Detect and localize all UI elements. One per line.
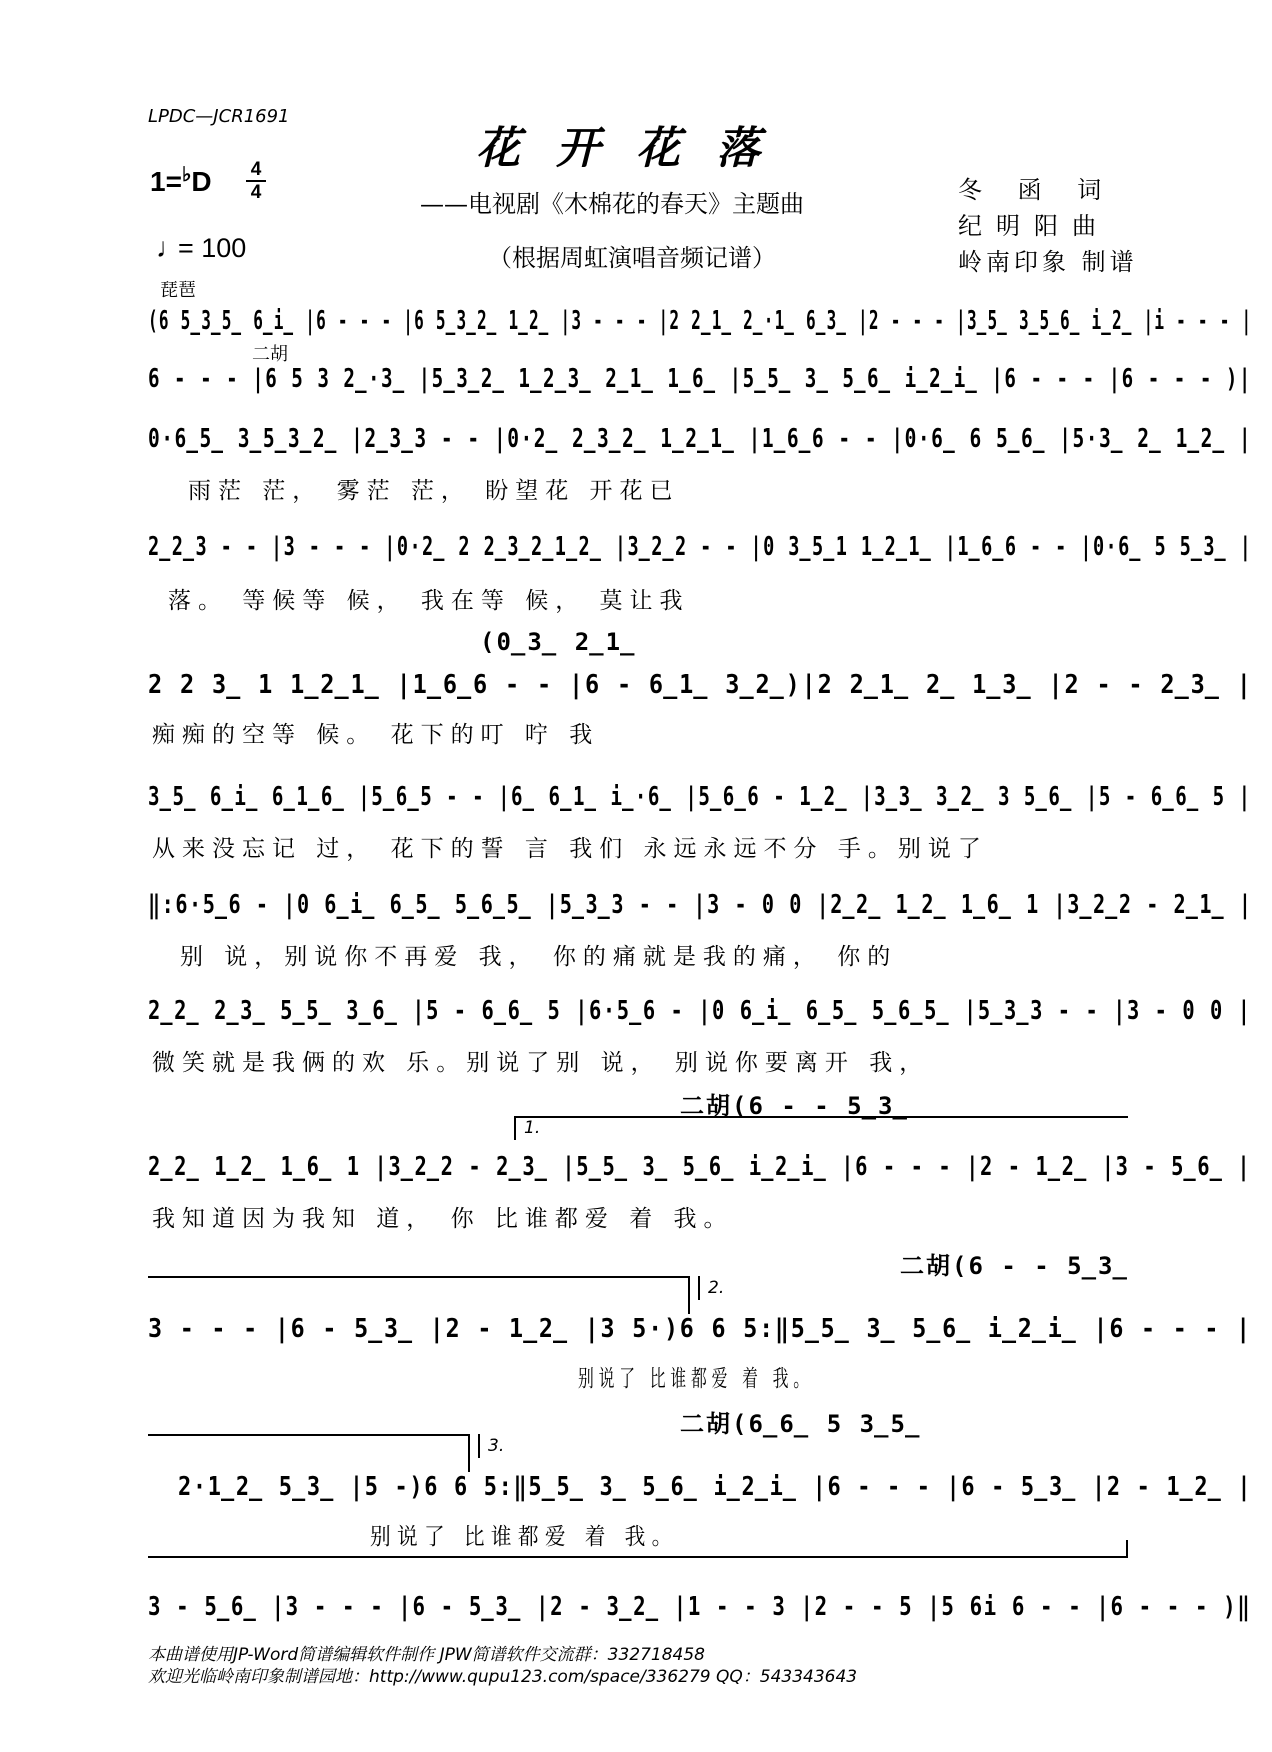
row-notes: 2̲2̲ 2̲3̲ 5̲5̲ 3̲6̲ |5 - 6̲6̲ 5 |6·5̲6 - |0 6̲i̲ 6̲5̲ 5̲6̲5̲ |5̲3̲3 - - |3 - 0 0 | (148, 996, 1252, 1026)
erhu-cue-1: 二胡(6 - - 5̲3̲ (680, 1092, 909, 1120)
score-code: LPDC—JCR1691 (148, 106, 290, 127)
volta-continue-line-2 (148, 1434, 468, 1436)
page-title: 花开花落 (476, 123, 796, 174)
quarter-note-icon: ♩ (156, 232, 184, 263)
key-note: D (191, 166, 212, 197)
final-tick (1126, 1540, 1128, 1556)
arranger: 岭南印象 制谱 (958, 248, 1138, 276)
key-signature (150, 166, 212, 198)
meter-top: 4 (250, 159, 262, 180)
lyric-row-4: 落。 等候等 候， 我在等 候， 莫让我 (168, 588, 690, 614)
volta-end-tick-2 (468, 1434, 470, 1472)
final-line (148, 1556, 1128, 1558)
lyric-row-11: 别说了 比谁都爱 着 我。 (370, 1524, 679, 1550)
score-row-1 (148, 306, 1253, 336)
score-row-6 (148, 782, 1252, 812)
volta-2 (698, 1276, 725, 1300)
row-notes: 2̲2̲3 - - |3 - - - |0·2̲ 2 2̲3̲2̲1̲2̲ |3̲2̲2 - - |0 3̲5̲1 1̲2̲1̲ |1̲6̲6 - - |0·6̲ 5 5̲3̲ | (148, 532, 1253, 562)
lyric-row-9: 我知道因为我知 道， 你 比谁都爱 着 我。 (152, 1206, 734, 1232)
flat-sign: ♭ (181, 164, 192, 186)
lyric-row-6: 从来没忘记 过， 花下的誓 言 我们 永远永远不分 手。别说了 (152, 836, 988, 862)
score-row-4 (148, 532, 1253, 562)
score-row-5 (148, 670, 1253, 700)
lyric-row-7: 别 说，别说你不再爱 我， 你的痛就是我的痛， 你的 (180, 944, 898, 970)
row-notes: 2·1̲2̲ 5̲3̲ |5 -)6 6 5:‖5̲5̲ 3̲ 5̲6̲ i̲2̲i̲ |6 - - - |6 - 5̲3̲ |2 - 1̲2̲ | (178, 1472, 1253, 1502)
intro-cue-5: (0̲3̲ 2̲1̲ (480, 628, 637, 656)
volta-1 (514, 1116, 541, 1140)
lyric-row-8: 微笑就是我俩的欢 乐。别说了别 说， 别说你要离开 我， (152, 1050, 930, 1076)
footer-line-2: 欢迎光临岭南印象制谱园地：http://www.qupu123.com/space/336279 QQ：543343643 (148, 1667, 858, 1687)
row-notes: (6 5̲3̲5̲ 6̲i̲ |6 - - - |6 5̲3̲2̲ 1̲2̲ |3 - - - |2 2̲1̲ 2̲·1̲ 6̲3̲ |2 - - - |3̲5̲ 3̲5̲6̲ i̲2̲ |i - - - | (148, 306, 1253, 336)
score-row-8 (148, 996, 1252, 1026)
lyric-row-5: 痴痴的空等 候。 花下的叮 咛 我 (152, 722, 600, 748)
volta-1-label: 1. (524, 1118, 541, 1138)
score-row-2 (148, 364, 1252, 394)
row-notes: 2 2 3̲ 1 1̲2̲1̲ |1̲6̲6 - - |6 - 6̲1̲ 3̲2̲)|2 2̲1̲ 2̲ 1̲3̲ |2 - - 2̲3̲ | (148, 670, 1253, 700)
tempo-marking (156, 232, 246, 264)
score-row-7 (148, 890, 1253, 920)
volta-continue-line (148, 1276, 688, 1278)
meter-bottom: 4 (250, 182, 262, 203)
subtitle: ——电视剧《木棉花的春天》主题曲 (420, 190, 804, 218)
volta-3-label: 3. (488, 1436, 505, 1456)
row-notes: 2̲2̲ 1̲2̲ 1̲6̲ 1 |3̲2̲2 - 2̲3̲ |5̲5̲ 3̲ 5̲6̲ i̲2̲i̲ |6 - - - |2 - 1̲2̲ |3 - 5̲6̲ | (148, 1152, 1252, 1182)
volta-2-label: 2. (708, 1278, 725, 1298)
volta-end-tick (688, 1276, 690, 1314)
erhu-cue-2: 二胡(6 - - 5̲3̲ (900, 1252, 1129, 1280)
score-row-12 (148, 1592, 1252, 1622)
score-row-10 (148, 1314, 1252, 1344)
erhu-cue-3: 二胡(6̲6̲ 5 3̲5̲ (680, 1410, 922, 1438)
composer: 纪明阳曲 (958, 212, 1110, 240)
row-notes: 3 - - - |6 - 5̲3̲ |2 - 1̲2̲ |3 5·)6 6 5:‖5̲5̲ 3̲ 5̲6̲ i̲2̲i̲ |6 - - - | (148, 1314, 1252, 1344)
volta-line-1 (514, 1116, 1128, 1118)
erhu-label: 二胡 (252, 344, 288, 365)
time-signature (246, 160, 266, 202)
score-row-9 (148, 1152, 1252, 1182)
row-notes: ‖:6·5̲6 - |0 6̲i̲ 6̲5̲ 5̲6̲5̲ |5̲3̲3 - - |3 - 0 0 |2̲2̲ 1̲2̲ 1̲6̲ 1 |3̲2̲2 - 2̲1̲ | (148, 890, 1253, 920)
lyric-row-10: 别说了 比谁都爱 着 我。 (578, 1366, 814, 1392)
row-notes: 6 - - - |6 5 3 2̲·3̲ |5̲3̲2̲ 1̲2̲3̲ 2̲1̲ 1̲6̲ |5̲5̲ 3̲ 5̲6̲ i̲2̲i̲ |6 - - - |6 - - - )| (148, 364, 1252, 394)
score-row-11 (178, 1472, 1253, 1502)
lyricist: 冬 函 词 (958, 176, 1116, 204)
transcription-note: （根据周虹演唱音频记谱） (488, 244, 776, 272)
tempo-value: = 100 (178, 233, 247, 263)
footer-line-1: 本曲谱使用JP-Word简谱编辑软件制作 JPW简谱软件交流群：332718458 (148, 1645, 705, 1665)
score-row-3 (148, 424, 1253, 454)
key-label: 1= (150, 166, 182, 197)
row-notes: 0·6̲5̲ 3̲5̲3̲2̲ |2̲3̲3 - - |0·2̲ 2̲3̲2̲ 1̲2̲1̲ |1̲6̲6 - - |0·6̲ 6 5̲6̲ |5·3̲ 2̲ 1̲2̲ | (148, 424, 1253, 454)
volta-3 (478, 1434, 505, 1458)
row-notes: 3̲5̲ 6̲i̲ 6̲1̲6̲ |5̲6̲5 - - |6̲ 6̲1̲ i̲·6̲ |5̲6̲6 - 1̲2̲ |3̲3̲ 3̲2̲ 3 5̲6̲ |5 - 6̲6̲ 5 | (148, 782, 1252, 812)
pipa-label: 琵琶 (160, 280, 196, 301)
lyric-row-3: 雨茫 茫， 雾茫 茫， 盼望花 开花已 (188, 478, 680, 504)
row-notes: 3 - 5̲6̲ |3 - - - |6 - 5̲3̲ |2 - 3̲2̲ |1 - - 3 |2 - - 5 |5 6i 6 - - |6 - - - )‖ (148, 1592, 1252, 1622)
